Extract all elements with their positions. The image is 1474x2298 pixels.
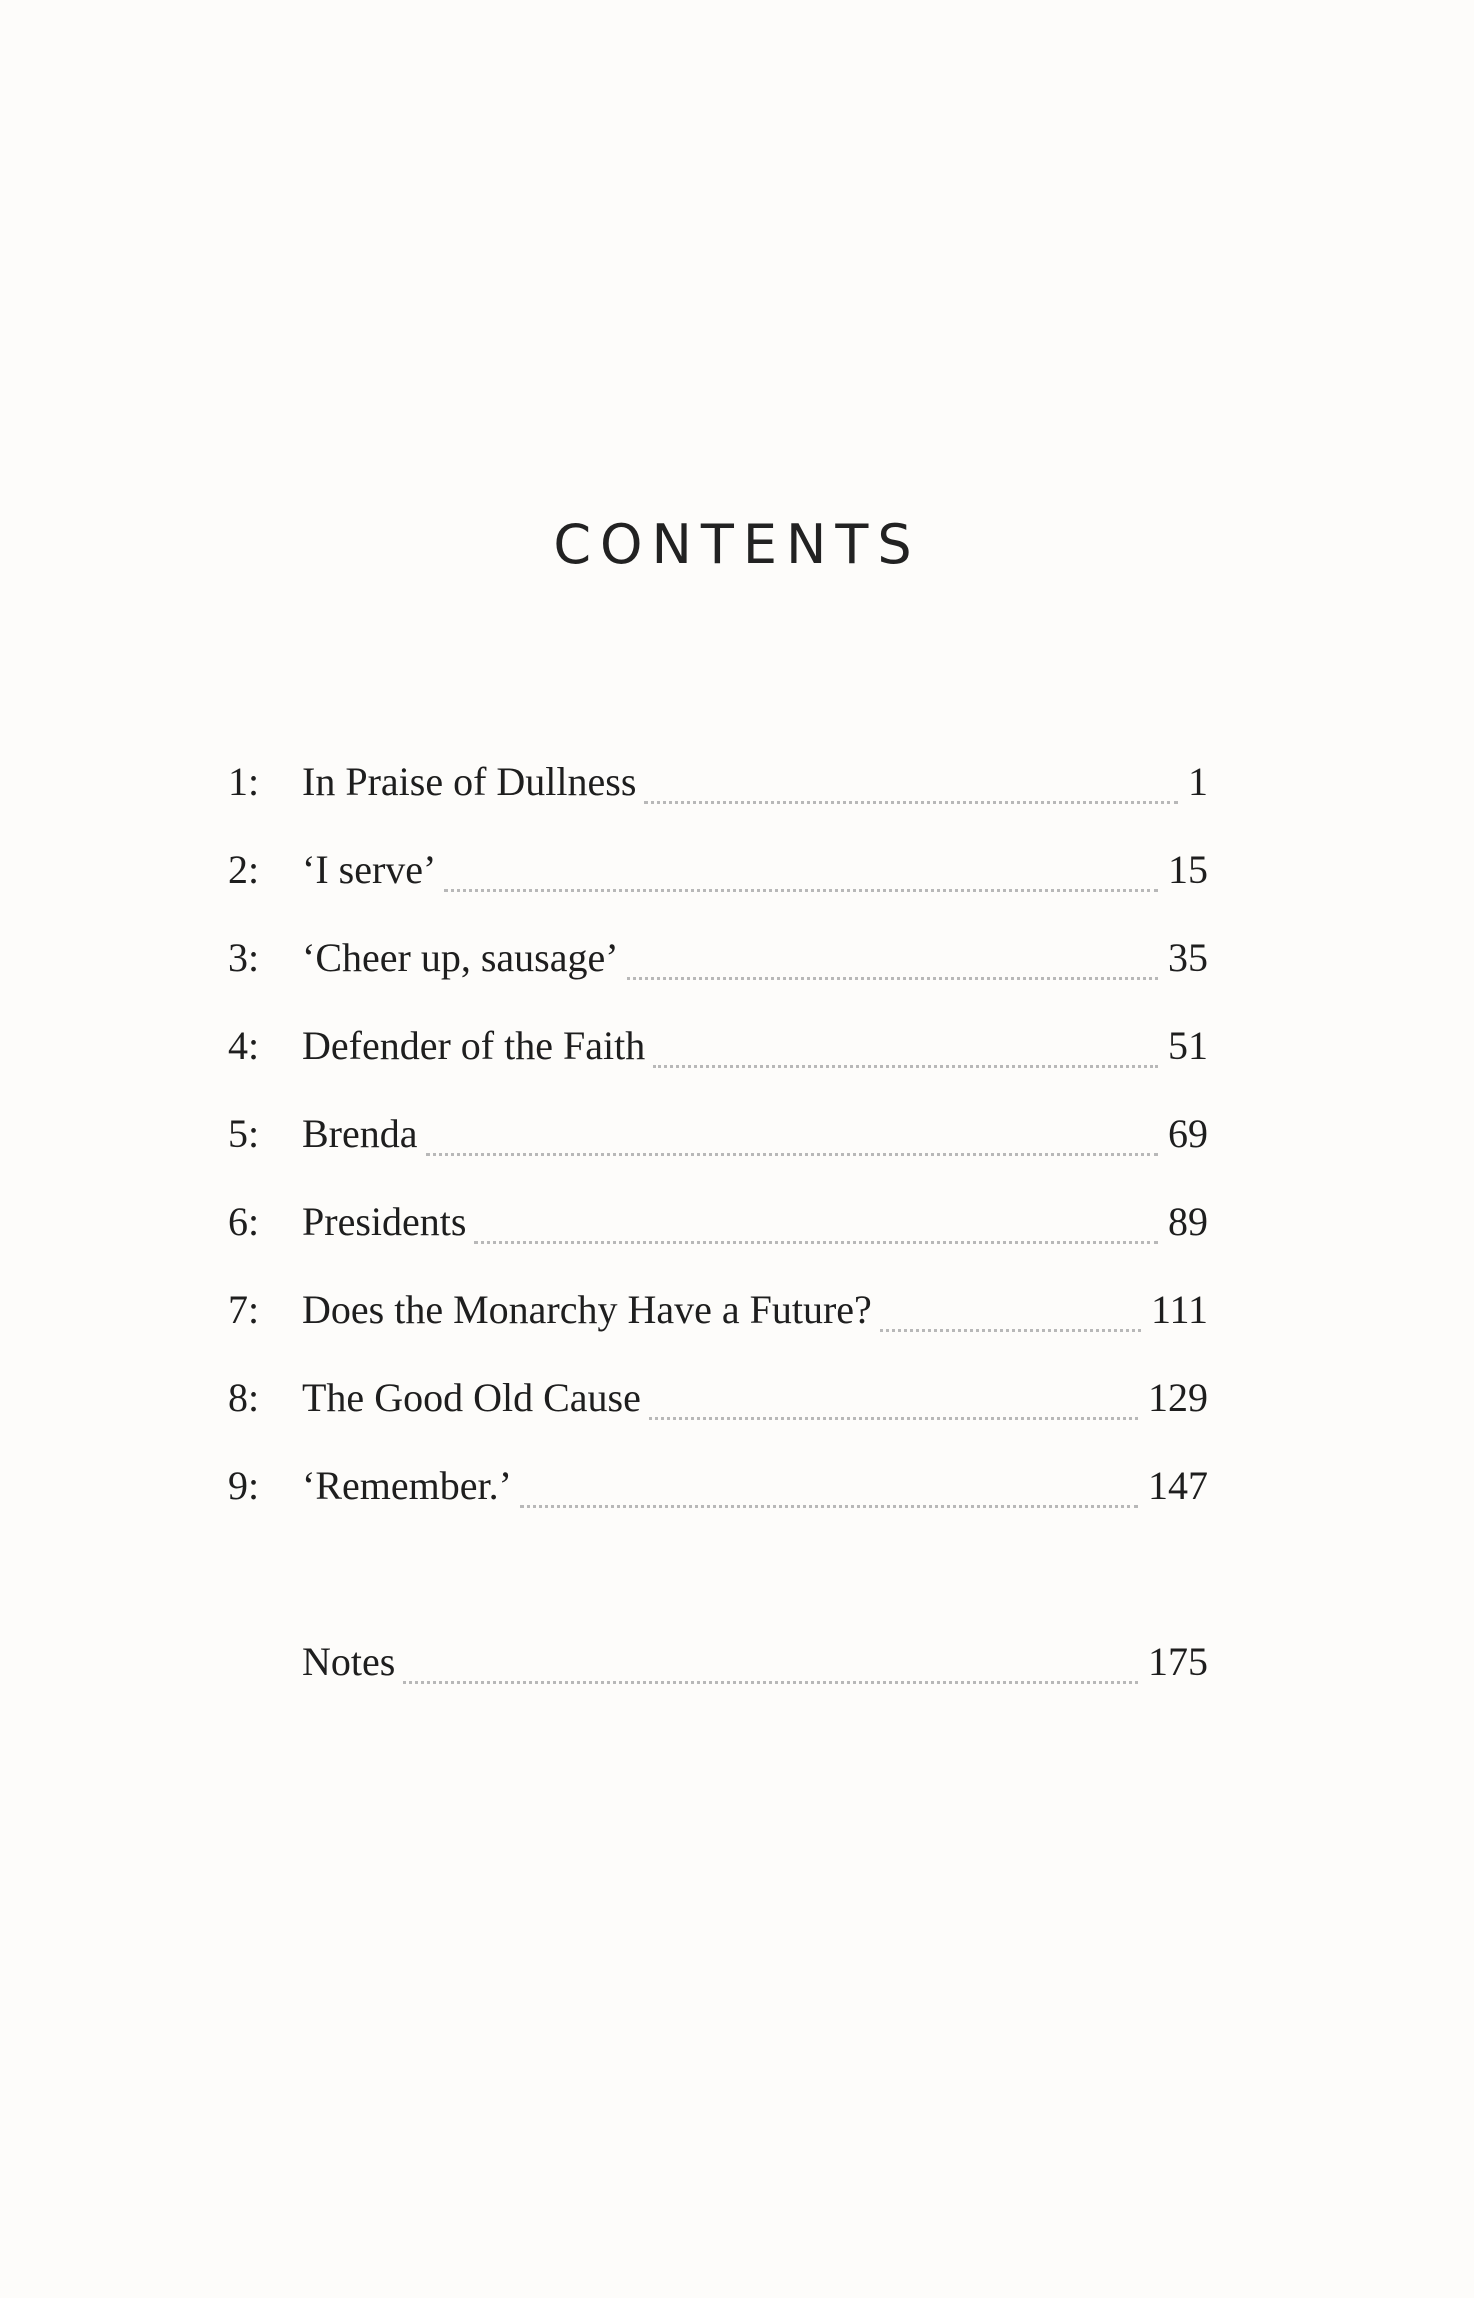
page-number: 15 <box>1168 847 1208 892</box>
dot-leader <box>644 801 1178 804</box>
chapter-number: 2: <box>228 847 260 892</box>
dot-leader <box>444 889 1158 892</box>
page-number: 111 <box>1150 1287 1208 1332</box>
toc-entry-4[interactable] <box>228 1002 1208 1090</box>
chapter-number: 8: <box>228 1375 260 1420</box>
dot-leader <box>627 977 1158 980</box>
page-number: 175 <box>1148 1639 1208 1684</box>
table-of-contents <box>228 738 1208 1706</box>
dot-leader <box>649 1417 1138 1420</box>
chapter-title: Does the Monarchy Have a Future? <box>302 1287 872 1332</box>
page-number: 35 <box>1168 935 1208 980</box>
toc-entry-notes[interactable] <box>228 1618 1208 1706</box>
toc-entry-3[interactable] <box>228 914 1208 1002</box>
dot-leader <box>426 1153 1158 1156</box>
chapter-title: Presidents <box>302 1199 467 1244</box>
chapter-number: 6: <box>228 1199 260 1244</box>
chapter-number: 7: <box>228 1287 260 1332</box>
chapter-title: ‘I serve’ <box>302 847 437 892</box>
toc-entry-9[interactable] <box>228 1442 1208 1530</box>
toc-entry-5[interactable] <box>228 1090 1208 1178</box>
toc-entry-6[interactable] <box>228 1178 1208 1266</box>
notes-title: Notes <box>302 1639 396 1684</box>
chapter-title: In Praise of Dullness <box>302 759 637 804</box>
dot-leader <box>403 1681 1138 1684</box>
chapter-title: Defender of the Faith <box>302 1023 646 1068</box>
chapter-number: 4: <box>228 1023 260 1068</box>
toc-entry-1[interactable] <box>228 738 1208 826</box>
page-number: 89 <box>1168 1199 1208 1244</box>
dot-leader <box>880 1329 1141 1332</box>
chapter-title: Brenda <box>302 1111 418 1156</box>
chapter-number: 3: <box>228 935 260 980</box>
toc-entry-2[interactable] <box>228 826 1208 914</box>
page-title: CONTENTS <box>553 513 921 576</box>
page-number: 129 <box>1148 1375 1208 1420</box>
dot-leader <box>474 1241 1158 1244</box>
dot-leader <box>653 1065 1158 1068</box>
page-number: 147 <box>1148 1463 1208 1508</box>
toc-entry-8[interactable] <box>228 1354 1208 1442</box>
chapter-title: ‘Cheer up, sausage’ <box>302 935 619 980</box>
chapter-number: 5: <box>228 1111 260 1156</box>
dot-leader <box>520 1505 1138 1508</box>
chapter-number: 1: <box>228 759 260 804</box>
page-number: 69 <box>1168 1111 1208 1156</box>
page-number: 51 <box>1168 1023 1208 1068</box>
chapter-title: ‘Remember.’ <box>302 1463 512 1508</box>
page-number: 1 <box>1188 759 1208 804</box>
chapter-title: The Good Old Cause <box>302 1375 641 1420</box>
chapter-number: 9: <box>228 1463 260 1508</box>
toc-entry-7[interactable] <box>228 1266 1208 1354</box>
